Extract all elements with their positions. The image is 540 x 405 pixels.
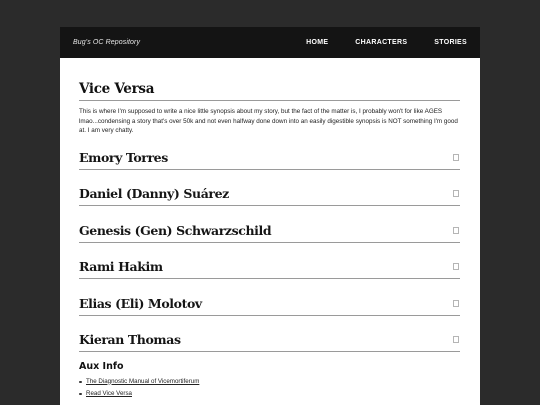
read-vice-versa-link[interactable]: Read Vice Versa — [86, 389, 132, 397]
expand-toggle-icon[interactable] — [453, 336, 459, 343]
character-name: Kieran Thomas — [79, 332, 181, 347]
aux-info-list — [79, 376, 460, 400]
diagnostic-manual-link[interactable]: The Diagnostic Manual of Vicemortiferum — [86, 377, 200, 385]
character-row-emory-torres[interactable] — [79, 142, 460, 170]
character-name: Rami Hakim — [79, 259, 163, 274]
story-synopsis: This is where I'm supposed to write a nice little synopsis about my story, but the fact of the matter is, I probably won't for like AGES lmao...condensing a story that's over 50k and not even halfway done down into an easily digestible synopsis is NOT something I'm good at. I am very chatty. — [79, 108, 458, 134]
nav-characters-link[interactable]: CHARACTERS — [355, 39, 408, 46]
character-name: Emory Torres — [79, 149, 168, 165]
character-row-genesis-schwarzschild[interactable] — [79, 215, 460, 243]
site-brand[interactable]: Bug's OC Repository — [73, 39, 141, 46]
expand-toggle-icon[interactable] — [453, 190, 459, 197]
character-row-daniel-suarez[interactable] — [79, 178, 460, 206]
character-name: Genesis (Gen) Schwarzschild — [79, 222, 272, 238]
character-row-elias-molotov[interactable] — [79, 288, 460, 316]
character-row-rami-hakim[interactable] — [79, 251, 460, 279]
nav-stories-link[interactable]: STORIES — [434, 39, 467, 46]
expand-toggle-icon[interactable] — [453, 263, 459, 270]
character-list — [79, 142, 460, 353]
expand-toggle-icon[interactable] — [453, 227, 459, 234]
expand-toggle-icon[interactable] — [453, 300, 459, 307]
list-item — [85, 376, 460, 388]
main-nav — [306, 39, 467, 46]
nav-home-link[interactable]: HOME — [306, 39, 329, 46]
aux-info-heading: Aux Info — [79, 360, 124, 372]
site-header — [60, 27, 480, 58]
page — [60, 27, 480, 405]
expand-toggle-icon[interactable] — [453, 154, 459, 161]
character-row-kieran-thomas[interactable] — [79, 324, 460, 352]
story-title: Vice Versa — [79, 81, 460, 101]
character-name: Daniel (Danny) Suárez — [79, 186, 229, 201]
list-item — [85, 388, 460, 400]
main-content — [60, 81, 480, 400]
character-name: Elias (Eli) Molotov — [79, 295, 202, 311]
